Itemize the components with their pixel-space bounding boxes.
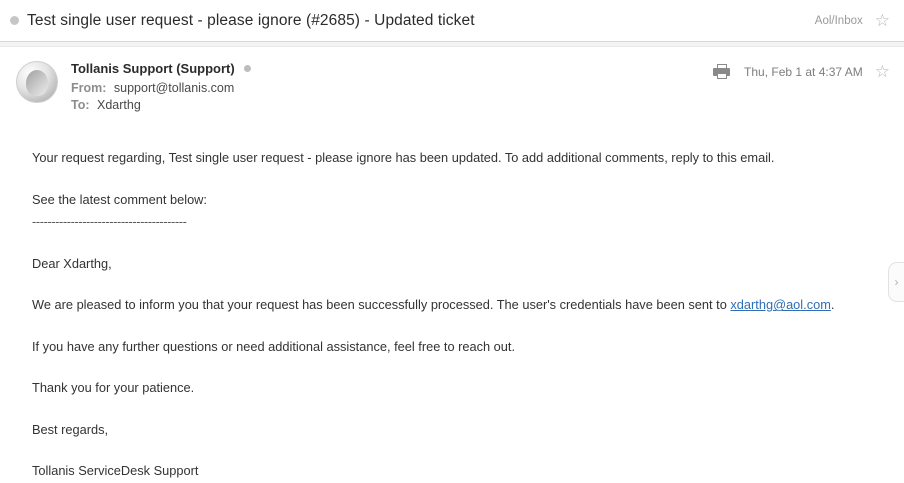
body-signature: Tollanis ServiceDesk Support xyxy=(32,463,199,479)
page-title: Test single user request - please ignore (#2685) - Updated ticket xyxy=(27,11,475,29)
message-actions xyxy=(713,61,890,80)
message-timestamp: Thu, Feb 1 at 4:37 AM xyxy=(744,64,863,79)
unread-indicator-icon[interactable] xyxy=(10,16,19,25)
message-meta xyxy=(0,47,904,115)
from-address[interactable]: support@tollanis.com xyxy=(113,81,235,95)
body-processed-text: We are pleased to inform you that your request has been successfully processed. The user's credentials have been sent to xyxy=(32,297,727,313)
sender-name[interactable]: Tollanis Support (Support) xyxy=(71,61,235,76)
to-row xyxy=(71,98,713,112)
print-icon[interactable] xyxy=(713,64,730,79)
body-signoff: Best regards, xyxy=(32,421,109,437)
body-questions: If you have any further questions or need additional assistance, feel free to reach out. xyxy=(32,338,516,354)
presence-dot-icon xyxy=(244,65,251,72)
star-icon[interactable]: ☆ xyxy=(874,11,890,30)
to-recipient[interactable]: Xdarthg xyxy=(97,98,141,112)
folder-label: Aol/Inbox xyxy=(814,14,863,27)
body-thanks: Thank you for your patience. xyxy=(32,380,195,396)
chevron-right-icon: › xyxy=(894,275,899,289)
from-label: From: xyxy=(71,81,107,95)
to-label: To: xyxy=(71,98,90,112)
body-intro: Your request regarding, Test single user request - please ignore has been updated. To add additional comments, reply to this email. xyxy=(32,150,775,165)
sender-info xyxy=(71,61,713,115)
body-processed xyxy=(32,296,872,315)
credentials-email-link[interactable]: xdarthg@aol.com xyxy=(730,297,831,313)
body-see-comment: See the latest comment below: xyxy=(32,191,207,207)
body-greeting: Dear Xdarthg, xyxy=(32,255,112,271)
message-star-icon[interactable]: ☆ xyxy=(874,62,890,81)
from-row xyxy=(71,81,713,95)
body-processed-period: . xyxy=(830,297,835,313)
sender-line xyxy=(71,61,713,76)
avatar xyxy=(16,61,58,103)
message-header-bar xyxy=(0,0,904,42)
message-body xyxy=(0,115,904,481)
next-message-button[interactable] xyxy=(888,262,904,302)
body-divider: ---------------------------------------- xyxy=(32,214,187,230)
